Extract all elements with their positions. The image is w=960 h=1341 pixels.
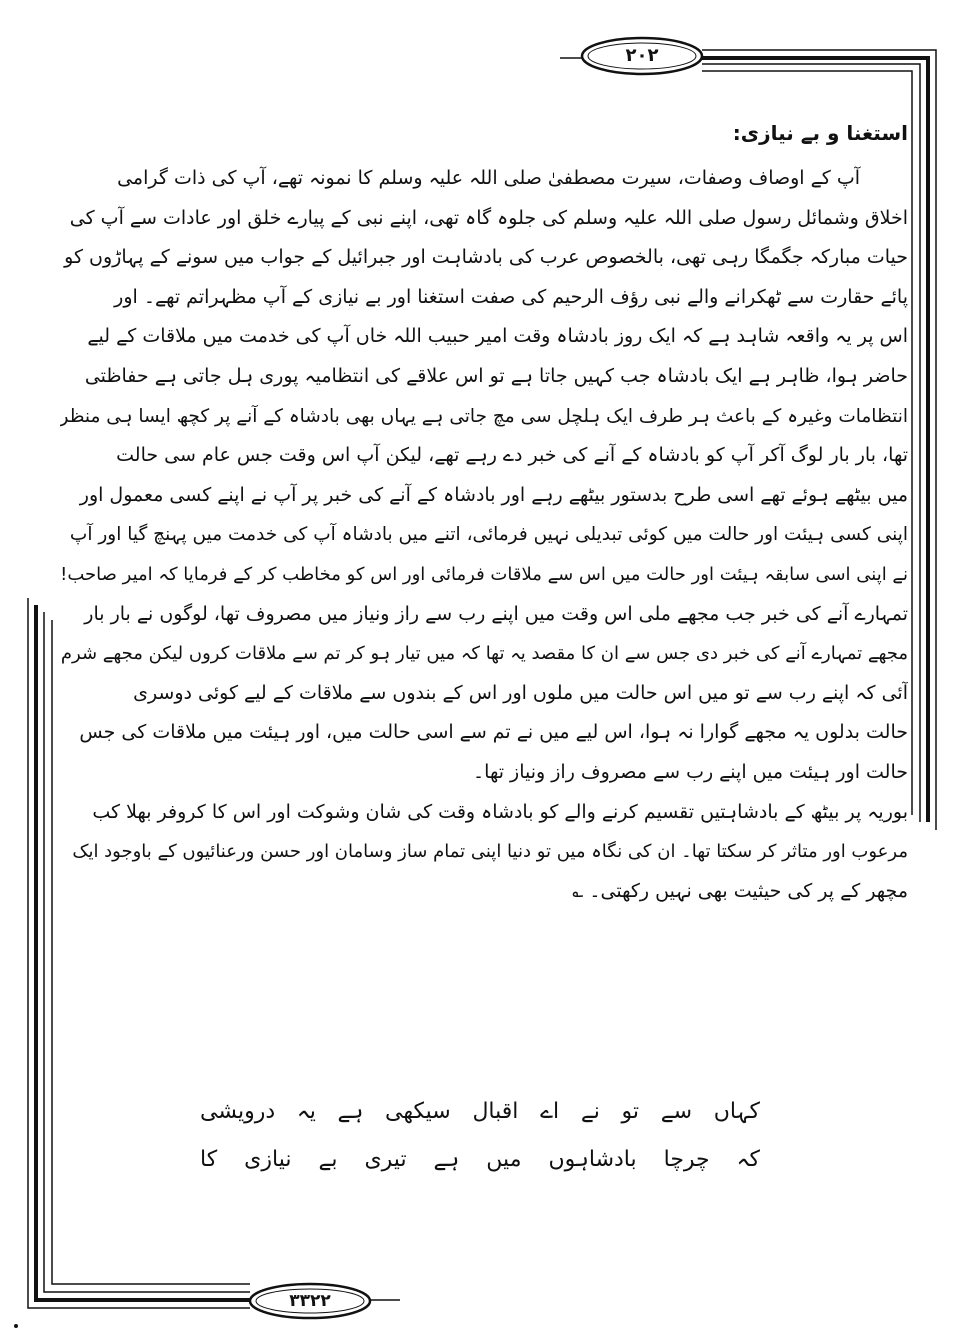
- paragraph-line: اس پر یہ واقعہ شاہد ہے کہ ایک روز بادشاہ وقت امیر حبیب اللہ خاں آپ کی خدمت میں ملاقات کے لیے: [87, 325, 908, 348]
- page-number-top: ۲۰۲: [625, 45, 659, 66]
- poetry-verse-2: کہ چرچا بادشاہوں میں ہے تیری بے نیازی کا: [200, 1147, 760, 1172]
- page-number-bottom: ۳۳۲۲: [289, 1291, 331, 1311]
- paragraph-line: پائے حقارت سے ٹھکرانے والے نبی رؤف الرحیم کی صفت استغنا اور بے نیازی کے آپ مظہراتم تھے۔ اور: [114, 285, 908, 308]
- paragraph-line: آئی کہ اپنے رب سے تو میں اس حالت میں ملوں اور اس کے بندوں سے ملاقات کے لیے کوئی دوسری: [133, 681, 908, 704]
- paragraph-line: مچھر کے پر کی حیثیت بھی نہیں رکھتی۔ ؎: [572, 879, 908, 902]
- paragraph-line: حاضر ہوا، ظاہر ہے ایک بادشاہ جب کہیں جاتا ہے تو اس علاقے کی انتظامیہ پوری ہل جاتی ہے حفاظتی: [84, 364, 908, 387]
- paragraph-line: میں بیٹھے ہوئے تھے اسی طرح بدستور بیٹھے رہے اور بادشاہ کے آنے کی خبر پر آپ نے اپنے کسی معمول اور: [79, 483, 908, 506]
- paragraph-line: بوریہ پر بیٹھ کے بادشاہتیں تقسیم کرنے والے کو بادشاہ وقت کی شان وشوکت اور اس کا کروفر بھلا کب: [92, 800, 908, 823]
- paragraph-line: مجھے تمہارے آنے کی خبر دی جس سے ان کا مقصد یہ تھا کہ میں تیار ہو کر تم سے ملاقات کروں لیکن مجھے شرم: [60, 643, 908, 665]
- paragraph-line: انتظامات وغیرہ کے باعث ہر طرف ایک ہلچل سی مچ جاتی ہے یہاں بھی بادشاہ کے آنے پر کچھ ایسا ہی منظر: [60, 405, 908, 427]
- paragraph-line: آپ کے اوصاف وصفات، سیرت مصطفیٰ صلی اللہ علیہ وسلم کا نمونہ تھے، آپ کی ذات گرامی: [117, 167, 860, 189]
- paragraph-line: حیات مبارکہ جگمگا رہی تھی، بالخصوص عرب کی بادشاہت اور جبرائیل کے جواب میں سونے کے پہاڑوں کو: [64, 246, 908, 269]
- paragraph-line: حالت اور ہیئت میں اپنے رب سے مصروف راز ونیاز تھا۔: [473, 760, 908, 783]
- paragraph-line: تمہارے آنے کی خبر جب مجھے ملی اس وقت میں اپنے رب سے راز ونیاز میں مصروف تھا، لوگوں نے بار بار: [84, 602, 908, 625]
- article-body: [60, 115, 908, 911]
- paragraph-line: تھا، بار بار لوگ آکر آپ کو بادشاہ کے آنے کی خبر دے رہے تھے، لیکن آپ اس وقت جس عام سی حالت: [116, 444, 908, 467]
- paragraph-line: نے اپنی اسی سابقہ ہیئت اور حالت میں اس سے ملاقات فرمائی اور اس کو مخاطب کر کے فرمایا کہ امیر صاحب!: [60, 563, 908, 585]
- paragraph-line: مرعوب اور متاثر کر سکتا تھا۔ ان کی نگاہ میں تو دنیا اپنی تمام ساز وسامان اور حسن ورعنائیوں کے باوجود ایک: [72, 841, 908, 863]
- paragraph-line: حالت بدلوں یہ مجھے گوارا نہ ہوا، اس لیے میں نے تم سے اسی حالت میں، اور ہیئت میں ملاقات کی جس: [79, 721, 908, 744]
- section-heading: استغنا و بے نیازی:: [732, 121, 908, 145]
- paragraph-line: اخلاق وشمائل رسول صلی اللہ علیہ وسلم کی جلوہ گاہ تھی، اپنے نبی کے پیارے خلق اور عادات سے آپ کی: [69, 206, 908, 229]
- paragraph-line: اپنی کسی ہیئت اور حالت میں کوئی تبدیلی نہیں فرمائی، اتنے میں بادشاہ آپ کی خدمت میں پہنچ گیا اور آپ: [69, 524, 908, 546]
- poetry-verse-1: کہاں سے تو نے اے اقبال سیکھی ہے یہ درویشی: [200, 1099, 760, 1124]
